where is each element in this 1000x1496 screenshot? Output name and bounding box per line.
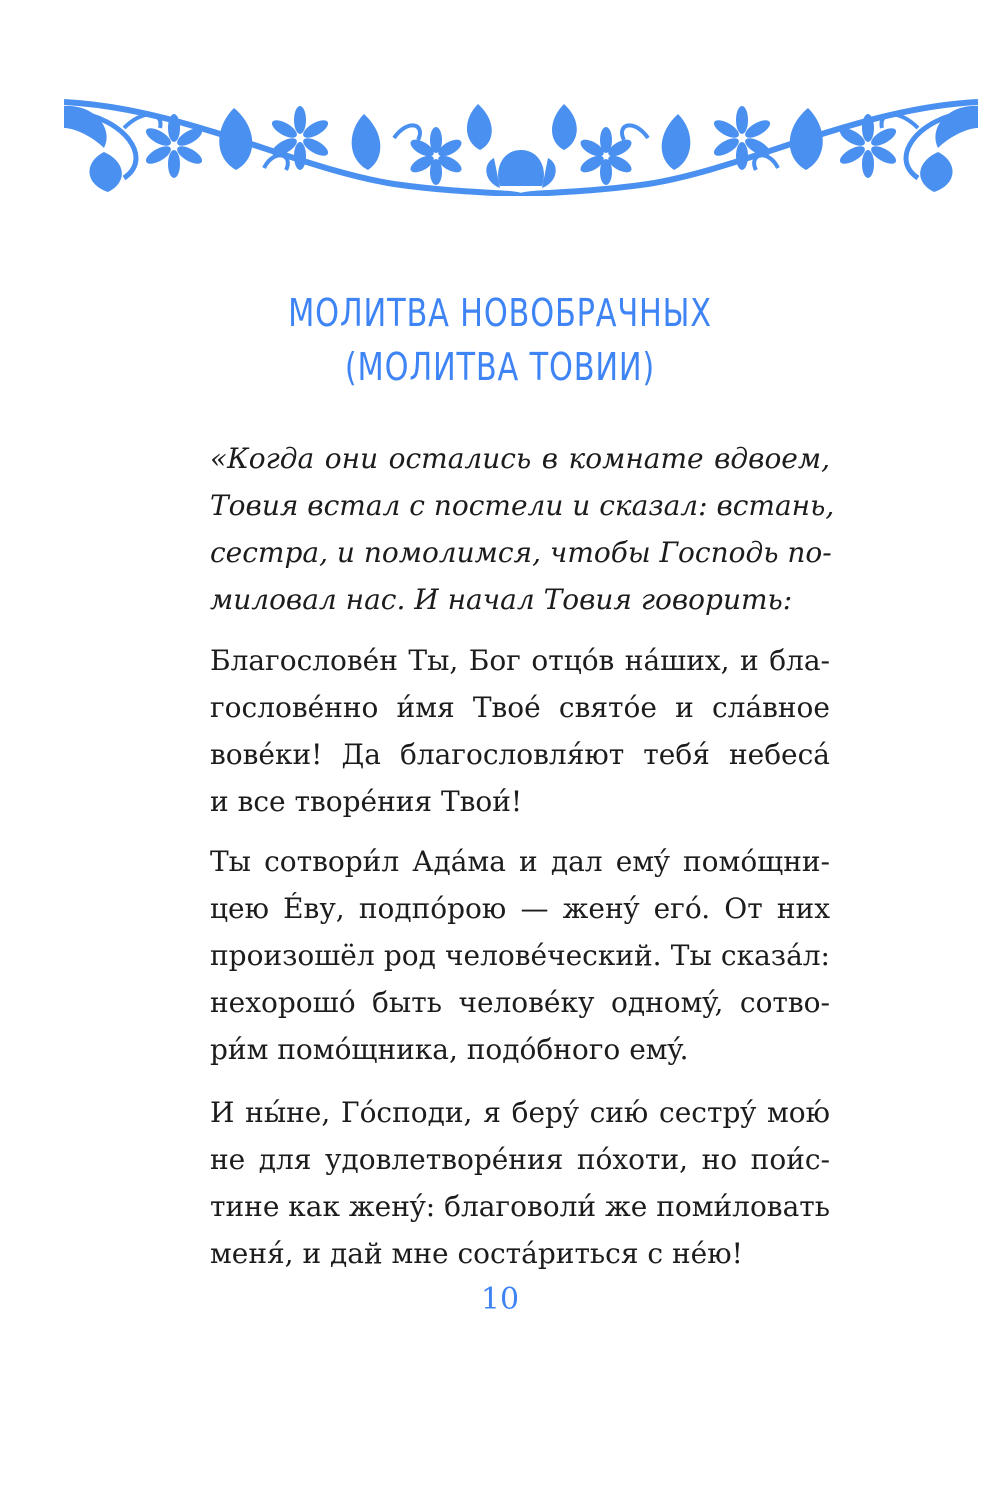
text-line: И ны́не, Гóсподи, я берý сию́ сестрý мою́ bbox=[210, 1096, 830, 1129]
text-line: Ты сотвори́л Адáма и дал емý помóщни- bbox=[210, 845, 830, 878]
text-line: Благословéн Ты, Бог отцóв нáших, и бла- bbox=[210, 644, 830, 677]
text-line: произошёл род человéческий. Ты сказáл: bbox=[210, 939, 830, 972]
text-line: меня́, и дай мне состáриться с нéю! bbox=[210, 1237, 743, 1270]
prayer-paragraph bbox=[210, 838, 830, 1073]
floral-border-ornament-icon bbox=[64, 98, 978, 196]
text-line: ри́м помóщника, подóбного емý. bbox=[210, 1033, 689, 1066]
text-line: нехорошó быть человéку одномý, сотво- bbox=[210, 986, 830, 1019]
prayer-paragraph bbox=[210, 637, 830, 825]
text-line: «Когда они остались в комнате вдвоем, bbox=[210, 442, 830, 475]
page-number: 10 bbox=[480, 1282, 520, 1317]
prayer-paragraph bbox=[210, 1089, 830, 1277]
intro-paragraph bbox=[210, 435, 835, 623]
page-subtitle: (МОЛИТВА ТОВИИ) bbox=[344, 345, 656, 389]
text-line: цею Éву, подпóрою — женý егó. От них bbox=[210, 892, 830, 925]
text-line: и все творéния Твои́! bbox=[210, 785, 523, 818]
text-line: не для удовлетворéния пóхоти, но пои́с- bbox=[210, 1143, 830, 1176]
text-line: сестра, и помолимся, чтобы Господь по- bbox=[210, 536, 832, 569]
text-line: Товия встал с постели и сказал: встань, bbox=[210, 489, 835, 522]
text-line: вовéки! Да благословля́ют тебя́ небесá bbox=[210, 738, 830, 771]
text-line: тине как женý: благоволи́ же поми́ловать bbox=[210, 1190, 830, 1223]
text-line: миловал нас. И начал Товия говорить: bbox=[210, 583, 793, 616]
text-line: гословéнно и́мя Твоé святóе и слáвное bbox=[210, 691, 830, 724]
page-title: МОЛИТВА НОВОБРАЧНЫХ bbox=[288, 291, 712, 335]
